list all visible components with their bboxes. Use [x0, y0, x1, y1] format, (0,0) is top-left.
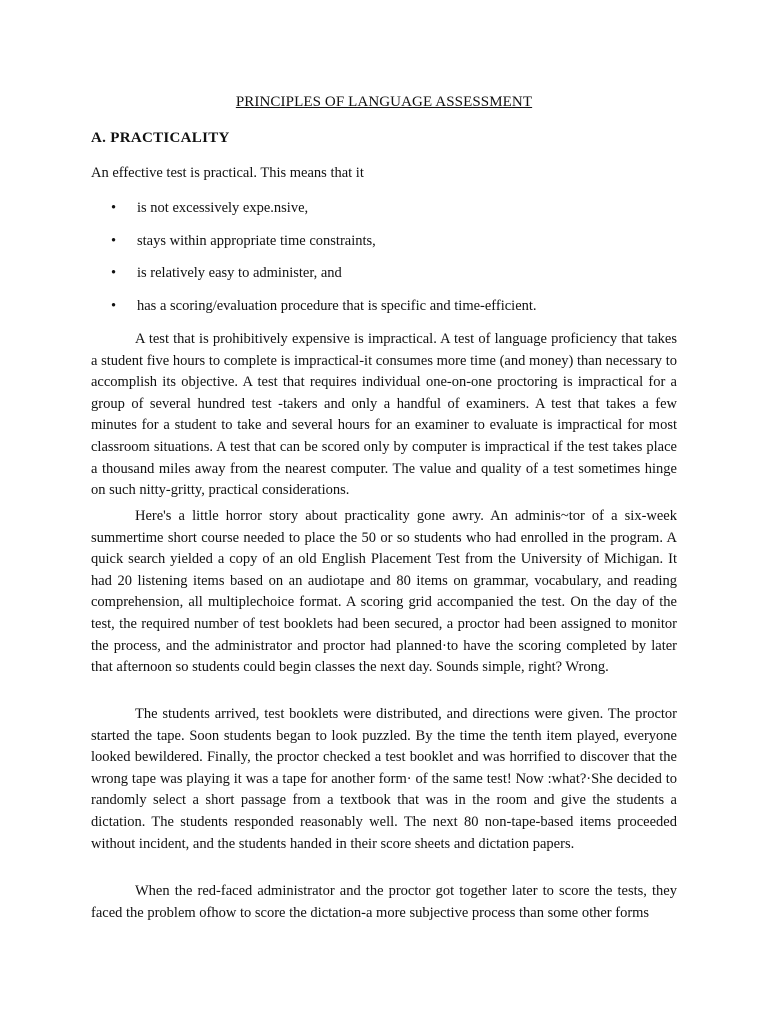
bullet-text: stays within appropriate time constraints, — [137, 232, 376, 249]
paragraph-scoring: When the red-faced administrator and the proctor got together later to score the tests, they faced the problem ofhow to score the dictation-a more subjective process than some other forms — [91, 883, 677, 921]
section-heading: A. PRACTICALITY — [91, 130, 230, 146]
bullet-icon: • — [111, 232, 117, 249]
bullet-item — [91, 263, 691, 296]
bullet-text: is relatively easy to administer, and — [137, 265, 342, 281]
bullet-text: has a scoring/evaluation procedure that is specific and time-efficient. — [137, 297, 537, 314]
paragraph-horror-story: Here's a little horror story about practicality gone awry. An adminis~tor of a six-week summertime short course needed to place the 50 or so students who had enrolled in the program. A quick search yielded a copy of an old English Placement Test from the University of Michigan. It had 20 listening items based on an audiotape and 80 items on grammar, vocabulary, and reading comprehension, all multiplechoice format. A scoring grid accompanied the test. On the day of the test, the required number of test booklets had been secured, a proctor had been assigned to monitor the process, and the administrator and proctor had planned·to have the scoring completed by later that afternoon so students could begin classes the next day. Sounds simple, right? Wrong. — [91, 508, 677, 676]
bullet-icon: • — [111, 265, 117, 281]
document-title: PRINCIPLES OF LANGUAGE ASSESSMENT — [235, 94, 533, 110]
bullet-icon: • — [111, 297, 117, 314]
intro-text: An effective test is practical. This means that it — [91, 165, 364, 181]
paragraph-cost: A test that is prohibitively expensive is impractical. A test of language proficiency that takes a student five hours to complete is impractical-it consumes more time (and money) than necessary to accomplish its objective. A test that requires individual one-on-one proctoring is impractical for a group of several hundred test -takers and only a handful of examiners. A test that takes a few minutes for a student to take and several hours for an examiner to evaluate is impractical for most classroom situations. A test that can be scored only by computer is impractical if the test takes place a thousand miles away from the nearest computer. The value and quality of a test sometimes hinge on such nitty-gritty, practical considerations. — [91, 331, 677, 499]
bullet-item — [91, 198, 691, 231]
bullet-item — [91, 296, 691, 329]
bullet-text: is not excessively expe.nsive, — [137, 200, 309, 216]
paragraph-test-day: The students arrived, test booklets were distributed, and directions were given. The proctor started the tape. Soon students began to look puzzled. By the time the tenth item played, everyone looked bewildered. Finally, the proctor checked a test booklet and was horrified to discover that the wrong tape was playing it was a tape for another form· of the same test! Now :what?·She decided to randomly select a short passage from a textbook that was in the room and give the students a dictation. The students responded reasonably well. The next 80 non-tape-based items proceeded without incident, and the students handed in their score sheets and dictation papers. — [91, 706, 677, 852]
bullet-list — [91, 198, 691, 328]
bullet-item — [91, 231, 691, 264]
bullet-icon: • — [111, 200, 117, 216]
